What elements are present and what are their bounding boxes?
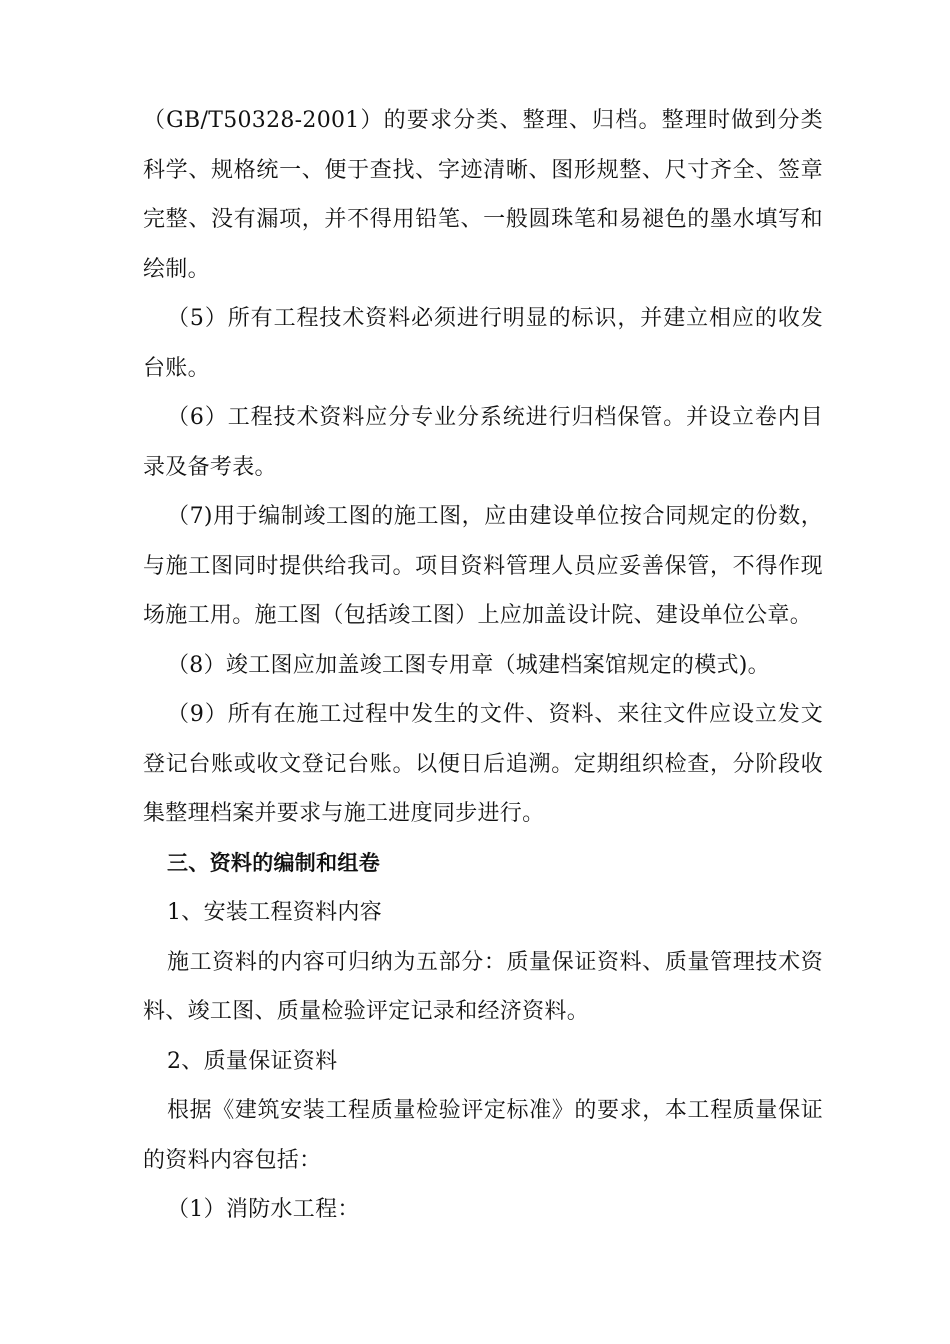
paragraph-contents-summary: 施工资料的内容可归纳为五部分：质量保证资料、质量管理技术资料、竣工图、质量检验评定记录和经济资料。 [143,949,823,1024]
list-item-fire-water: （1）消防水工程： [167,1197,360,1222]
subheading-1: 1、安装工程资料内容 [167,900,382,925]
paragraph-item-6: （6）工程技术资料应分专业分系统进行归档保管。并设立卷内目录及备考表。 [143,405,823,480]
paragraph-item-7: （7)用于编制竣工图的施工图，应由建设单位按合同规定的份数，与施工图同时提供给我司。项目资料管理人员应妥善保管，不得作现场施工用。施工图（包括竣工图）上应加盖设计院、建设单位公章。 [143,504,823,628]
subheading-2: 2、质量保证资料 [167,1048,338,1074]
paragraph-item-5: （5）所有工程技术资料必须进行明显的标识，并建立相应的收发台账。 [143,306,823,381]
paragraph-item-9: （9）所有在施工过程中发生的文件、资料、来往文件应设立发文登记台账或收文登记台账。以便日后追溯。定期组织检查，分阶段收集整理档案并要求与施工进度同步进行。 [143,702,823,826]
paragraph-standard-reference: 根据《建筑安装工程质量检验评定标准》的要求，本工程质量保证的资料内容包括： [143,1098,823,1173]
section-heading-3: 三、资料的编制和组卷 [167,850,380,875]
paragraph-archive-requirements: （GB/T50328-2001）的要求分类、整理、归档。整理时做到分类科学、规格统一、便于查找、字迹清晰、图形规整、尺寸齐全、签章完整、没有漏项，并不得用铅笔、一般圆珠笔和易褪色的墨水填写和绘制。 [143,108,823,282]
document-body [143,96,823,1235]
paragraph-item-8: （8）竣工图应加盖竣工图专用章（城建档案馆规定的模式)。 [167,652,770,678]
